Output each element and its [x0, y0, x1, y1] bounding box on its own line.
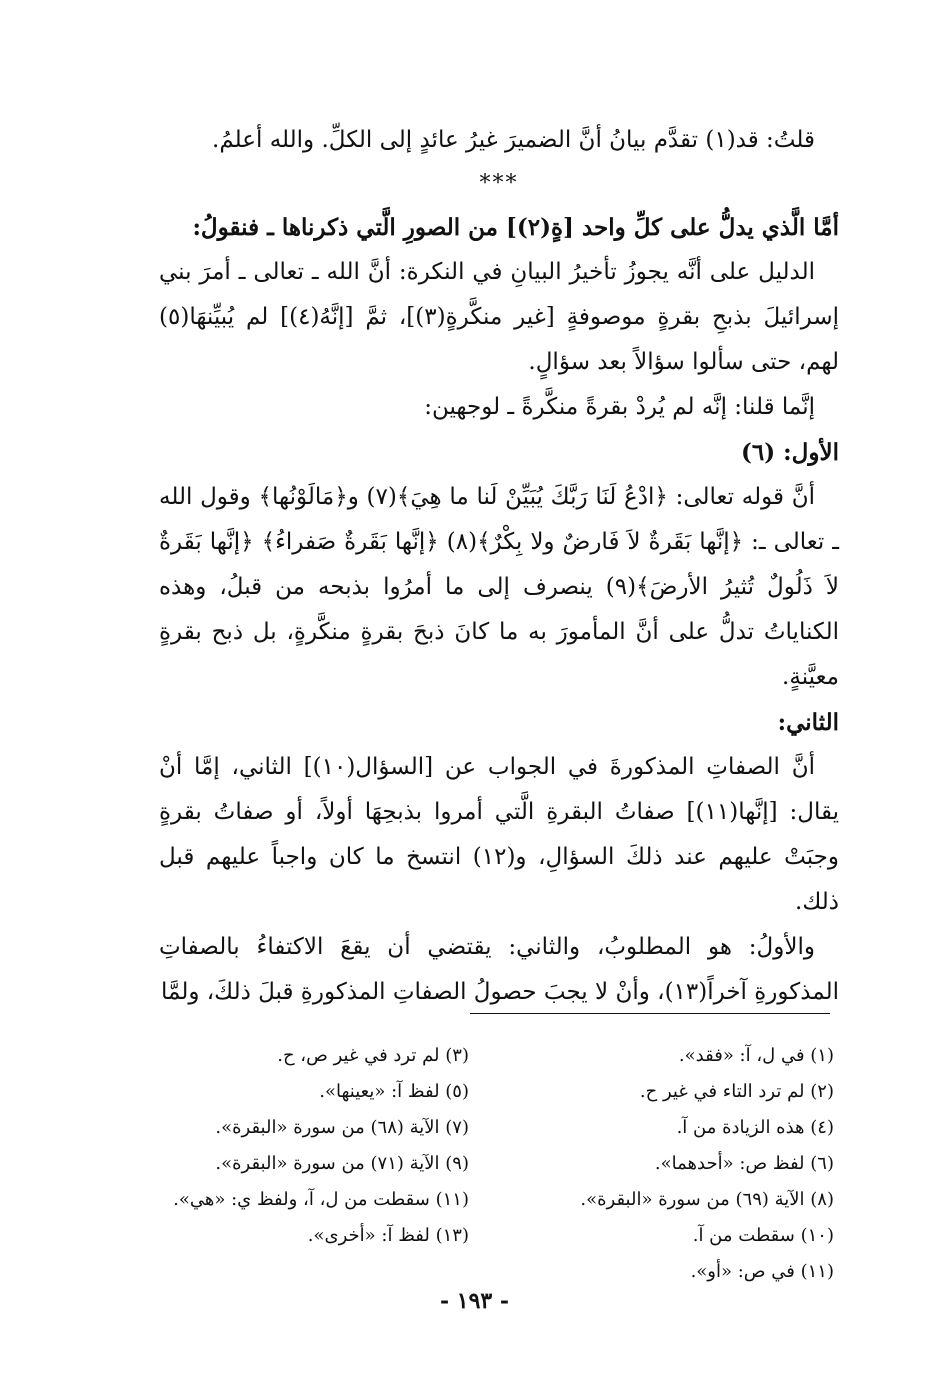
footnote-5: (٥) لفظ آ: «يعينها». [319, 1081, 469, 1102]
paragraph-two-aspects: إنَّما قلنا: إنَّه لم يُردْ بقرةً منكَّرةً ـ لوجهين: [424, 394, 815, 420]
heading-first: الأول: (٦) [741, 439, 839, 466]
paragraph-evidence: الدليل على أنَّه يجوزُ تأخيرُ البيانِ في النكرة: أنَّ الله ـ تعالى ـ أمرَ بني إسرائيلَ بذبحِ بقرةٍ موصوفةٍ [غير منكَّرةٍ(٣)]، ثمَّ [إنَّهُ(٤)] لم يُبيِّنهَا(٥) لهم، حتى سألوا سؤالاً بعد سؤالٍ. [159, 259, 839, 375]
footnote-2: (٢) لم ترد التاء في غير ح. [639, 1081, 834, 1102]
footnote-6: (٦) لفظ ص: «أحدهما». [654, 1153, 834, 1174]
footnote-4: (٤) هذه الزيادة من آ. [676, 1117, 834, 1138]
heading-second: الثاني: [777, 709, 839, 736]
footnotes-right-column [504, 1038, 834, 1290]
main-text [159, 118, 839, 1015]
footnotes [124, 1038, 834, 1290]
footnote-8: (٨) الآية (٦٩) من سورة «البقرة». [580, 1189, 834, 1210]
footnote-11-b: (١١) في ص: «أو». [690, 1261, 834, 1282]
paragraph-first-aspect: أنَّ قوله تعالى: ﴿ادْعُ لَنَا رَبَّكَ يُبَيِّنْ لَنا ما هِيَ﴾(٧) و﴿مَالَوْنُها﴾ وقول الله ـ تعالى ـ: ﴿إنَّها بَقَرةٌ لاَ فَارضٌ ولا بِكْرٌ﴾(٨) ﴿إنَّها بَقَرةٌ صَفراءُ﴾ ﴿إنَّها بَقَرةٌ لاَ ذَلُولٌ تُثيرُ الأرضَ﴾(٩) ينصرف إلى ما أمرُوا بذبحه من قبلُ، وهذه الكناياتُ تدلُّ على أنَّ المأمورَ به ما كانَ ذبحَ بقرةٍ منكَّرةٍ، بل ذبح بقرةٍ معيَّنةٍ. [159, 484, 840, 690]
paragraph-conclusion: قلتُ: قد(١) تقدَّم بيانُ أنَّ الضميرَ غيرُ عائدٍ إلى الكلِّ. والله أعلمُ. [212, 127, 815, 153]
footnote-11-a: (١١) سقطت من ل، آ، ولفظ ي: «هي». [173, 1189, 469, 1210]
section-separator-stars: *** [479, 171, 519, 196]
footnote-7: (٧) الآية (٦٨) من سورة «البقرة». [215, 1117, 469, 1138]
footnote-3: (٣) لم ترد في غير ص، ح. [277, 1045, 469, 1066]
page-number: - ١٩٣ - [439, 1288, 510, 1314]
paragraph-second-aspect: أنَّ الصفاتِ المذكورةَ في الجواب عن [السؤال(١٠)] الثاني، إمَّا أنْ يقال: [إنَّها(١١)] صفاتُ البقرةِ الَّتي أمروا بذبحِهَا أولاً، أو صفاتُ بقرةٍ وجبَتْ عليهم عند ذلكَ السؤالِ، و(١٢) انتسخ ما كان واجباً عليهم قبل ذلك. [159, 754, 839, 915]
paragraph-intro: أمَّا الَّذي يدلُّ على كلِّ واحد [ةٍ(٢)] من الصورِ الَّتي ذكرناها ـ فنقولُ: [192, 214, 839, 241]
paragraph-conclusion-first: والأولُ: هو المطلوبُ، والثاني: يقتضي أن يقعَ الاكتفاءُ بالصفاتِ المذكورةِ آخراً(١٣)، وأنْ لا يجبَ حصولُ الصفاتِ المذكورةِ قبلَ ذلكَ، ولمَّا [159, 934, 839, 1005]
footnote-9: (٩) الآية (٧١) من سورة «البقرة». [215, 1153, 469, 1174]
footnote-10: (١٠) سقطت من آ. [692, 1225, 834, 1246]
footnote-separator [470, 1013, 830, 1014]
footnote-13: (١٣) لفظ آ: «أخرى». [307, 1225, 469, 1246]
footnote-1: (١) في ل، آ: «فقد». [678, 1045, 834, 1066]
footnotes-left-column [124, 1038, 469, 1290]
